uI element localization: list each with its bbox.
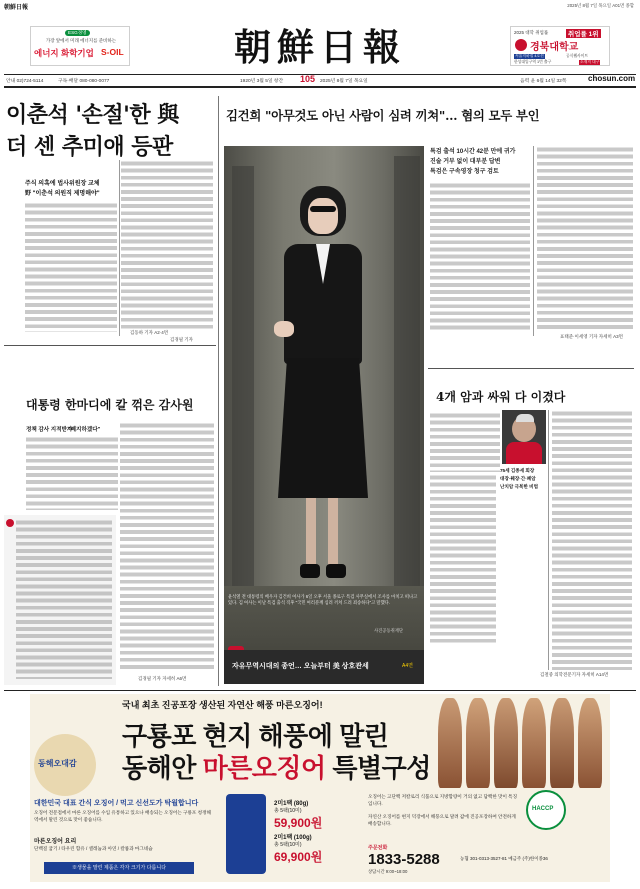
ad-squid-top: 국내 최초 진공포장 생산된 자연산 해풍 마른오징어! xyxy=(122,700,323,710)
phone-label: 주문전화 xyxy=(368,845,388,851)
esg-badge: ESG경영 xyxy=(65,30,90,36)
ad-squid-account: 농협 301-0313-3527-81 예금주 (주)한이종36 xyxy=(460,856,548,861)
cancer-byline: 김철중 의학전문기자 자세히 A14면 xyxy=(540,672,609,677)
ad-squid-line1: 구룡포 현지 해풍에 말린 xyxy=(122,721,389,751)
ad-knu-line2: 한성대입구역 1번 출구 xyxy=(514,60,552,64)
cancer-body-col2 xyxy=(552,410,632,670)
ad-knu-top: 2025 대학 취업률 xyxy=(514,30,549,35)
cancer-cap-1: 75세 김종세 회장 xyxy=(500,468,535,473)
ad-soil-line2: 에너지 화학기업 xyxy=(34,48,94,58)
offer1-sub: 총 5팩(10미) xyxy=(274,808,302,814)
haccp-text: HACCP xyxy=(532,806,554,812)
info-lunar: 음력 윤 6월 14일 32쪽 xyxy=(520,79,567,84)
offer1-label: 2미1팩 (80g) xyxy=(274,801,309,807)
auditor-body-col1 xyxy=(26,436,118,510)
cancer-photo xyxy=(502,410,546,464)
ad-squid-line2: 동해안 마른오징어 특별구성 xyxy=(122,753,431,783)
info-delivery: 구독·배달 080-080-0077 xyxy=(58,79,110,84)
ad-soil-line1: 가장 앞에서 미래 에너지를 준비하는 xyxy=(45,38,117,43)
ad-squid-logo: 동해오대감 xyxy=(38,758,77,768)
auditor-sub-1: 정책 감사 지적받자 xyxy=(26,427,73,433)
auditor-sub-2: "폐지하겠다" xyxy=(68,427,101,433)
phone-hours: 상담시간 9:00~18:00 xyxy=(368,869,408,874)
masthead-title: 朝鮮日報 xyxy=(234,25,406,69)
lead-headline-1[interactable]: 이춘석 '손절'한 與 xyxy=(6,102,179,128)
product-pack-image xyxy=(226,794,266,874)
ad-squid-note1: 오징어는 고단백 저칼로리 식품으로 지방함량이 거의 없고 담백한 맛이 특징입니다. xyxy=(368,794,518,806)
kim-sub-2: 진술 거부 없이 대부분 답변 xyxy=(430,159,501,165)
ad-squid-make-title: 마른오징어 요리 xyxy=(34,839,77,845)
top-mini-logo: 朝鮮日報 xyxy=(4,4,29,11)
kim-photo-credit: 사진공동취재단 xyxy=(374,628,404,633)
ad-knu-name: 경북대학교 xyxy=(530,42,579,53)
kim-sub-1: 특검 출석 10시간 42분 만에 귀가 xyxy=(430,149,516,155)
knu-emblem-icon xyxy=(515,39,527,51)
offer2-price: 69,900원 xyxy=(274,850,323,864)
tariff-banner[interactable] xyxy=(224,650,424,684)
cancer-cap-2: 대장·췌장·간·폐암 xyxy=(500,476,536,481)
cancer-body-col1b xyxy=(430,474,496,644)
site-link[interactable]: chosun.com xyxy=(588,74,636,83)
cancer-body-col1 xyxy=(430,412,500,472)
auditor-headline[interactable]: 대통령 한마디에 칼 꺾은 감사원 xyxy=(26,398,194,412)
kim-headline[interactable]: 김건희 "아무것도 아닌 사람이 심려 끼쳐"… 혐의 모두 부인 xyxy=(226,108,540,123)
cancer-headline[interactable]: 4개 암과 싸워 다 이겼다 xyxy=(436,390,566,404)
soil-brand: S-OIL xyxy=(101,47,124,57)
tariff-banner-text: 자유무역시대의 종언… 오늘부터 美 상호관세 xyxy=(232,663,369,670)
order-phone[interactable]: 1833-5288 xyxy=(368,851,440,868)
ad-soil[interactable] xyxy=(30,26,130,66)
lead-sub-1: 주식 의혹에 법사위원장 교체 xyxy=(25,181,100,187)
ad-knu-line3: 공식웹사이트 xyxy=(566,54,589,58)
ad-squid[interactable] xyxy=(30,694,610,882)
kim-photo xyxy=(224,146,424,684)
lead-body-col1 xyxy=(25,202,117,332)
column-mark-icon xyxy=(6,519,14,527)
offer2-label: 2미1팩 (100g) xyxy=(274,835,312,841)
lead-headline-2[interactable]: 더 센 추미애 등판 xyxy=(6,134,173,160)
ad-squid-note2: 자연산 오징어를 현지 덕장에서 해풍으로 말려 값에 진공포장하여 안전하게 배송합니다. xyxy=(368,814,516,826)
kim-sub-3: 특검은 구속영장 청구 검토 xyxy=(430,169,499,175)
ad-squid-sub-body: 오징어 전문점에서 마른 오징어를 수입 유통하고 있으나 배송되는 오징어는 구룡포 청정해역에서 말린 것으로 맛이 좋습니다. xyxy=(34,810,211,822)
ad-knu[interactable] xyxy=(510,26,610,66)
ad-knu-rank: 취업률 1위 xyxy=(568,31,599,38)
lead-body-col2 xyxy=(121,160,213,332)
lead-sub-2: 野 "이춘석 의원직 제명해야" xyxy=(25,191,100,197)
ad-squid-sub-title: 대한민국 대표 간식 오징어 / 먹고 신선도가 탁월합니다 xyxy=(34,800,199,807)
info-contact: 안내 02)724-5114 xyxy=(6,79,44,84)
offer1-price: 59,900원 xyxy=(274,816,323,830)
ad-squid-make-body: 단백질 굽기 / 타우린 함유 / 셀레늄과 아연 / 칼륨과 마그네슘 xyxy=(34,846,153,851)
kim-body-col2 xyxy=(537,146,633,332)
lead-byline: 김동하 기자 A2·4면 xyxy=(130,330,169,335)
auditor-byline: 김경필 기자 자세히 A6면 xyxy=(138,676,187,681)
kim-byline: 표태준·이세영 기자 자세히 A3면 xyxy=(560,334,623,339)
info-founded: 1920년 3월 5일 창간 xyxy=(240,79,284,84)
lead-byline-2: 김경필 기자 xyxy=(170,337,193,342)
tariff-banner-ref: A4면 xyxy=(402,663,413,669)
ad-knu-line1: 서울지하철 4호선 xyxy=(515,54,544,58)
offer2-sub: 총 5팩(10미) xyxy=(274,842,302,848)
info-date: 2025년 8월 7일 목요일 xyxy=(320,79,368,84)
kim-body-col1 xyxy=(430,182,530,332)
auditor-sidebar xyxy=(4,515,116,685)
auditor-body-col2 xyxy=(120,422,214,672)
cancer-cap-3: 난치암 극복한 비법 xyxy=(500,484,539,489)
dried-squid-image xyxy=(430,698,606,790)
page-info: 2025년 8월 7일 목요일 A01면 종합 xyxy=(567,3,634,8)
kim-photo-caption: 윤석열 전 대통령의 배우자 김건희 여사가 6일 오후 서울 종로구 특검 사무실에서 조사를 마치고 떠나고 있다. 김 여사는 이날 특검 출석 직후 "국민 여러분께 심려 끼쳐 드려 죄송하다"고 말했다. xyxy=(228,594,418,606)
info-issue: 105 xyxy=(300,74,316,84)
ad-squid-bottom-note: ※생물을 말린 제품은 각자 크기가 다릅니다 xyxy=(44,862,194,874)
ad-knu-tag: 소재지 대구 xyxy=(580,60,600,64)
